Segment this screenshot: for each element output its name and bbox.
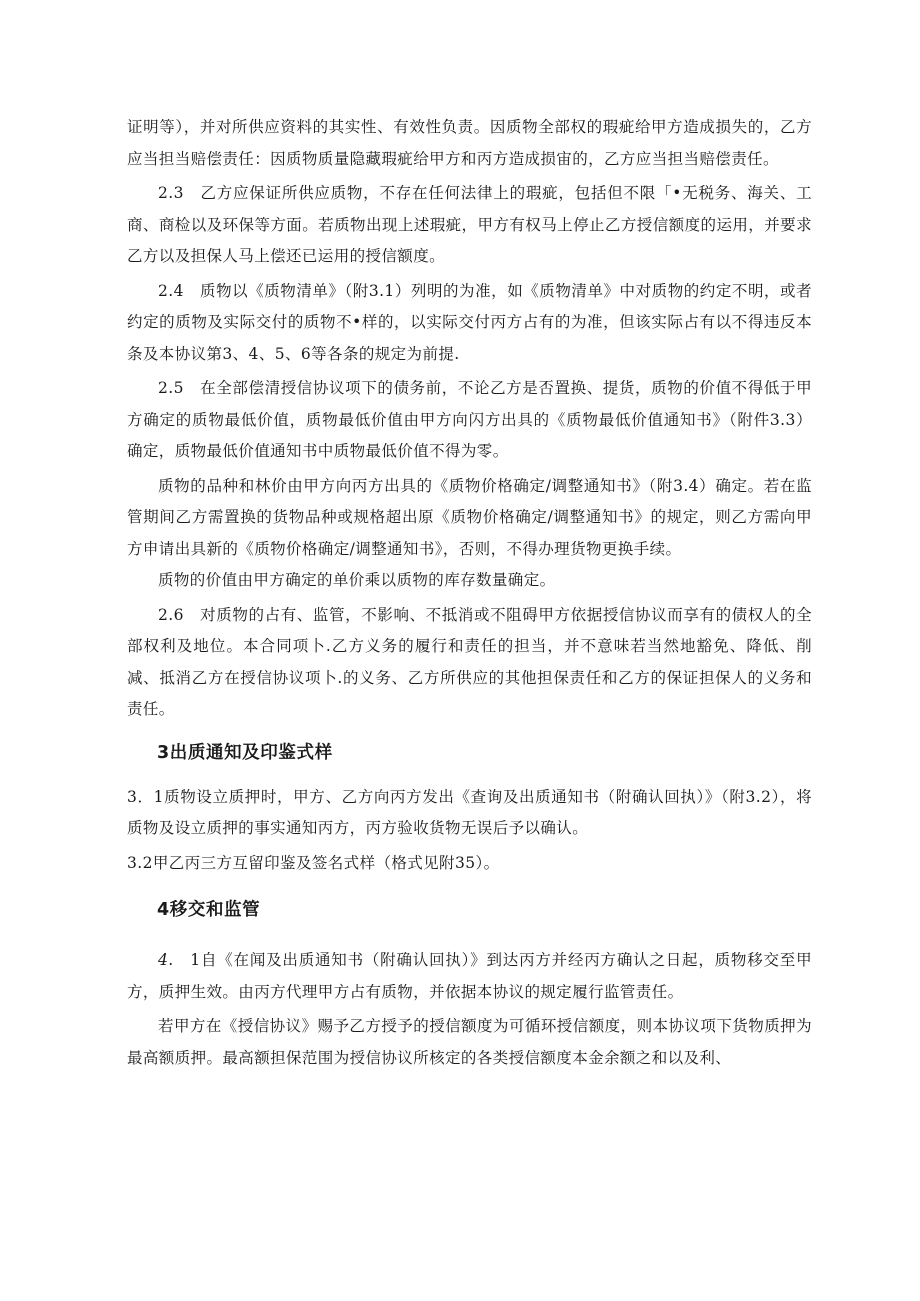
section-heading-4: 4移交和监管 [157,900,261,920]
clause-2-4: 2.4 质物以《质物清单》（附3.1）列明的为准，如《质物清单》中对质物的约定不明，或者约定的质物及实际交付的质物不•样的，以实际交付丙方占有的为准，但该实际占有以不得违反本条及本协议第3、4、5、6等各条的规定为前提. [127,281,812,363]
clause-2-6: 2.6 对质物的占有、监管，不影响、不抵消或不阻碍甲方依据授信协议而享有的债权人的全部权利及地位。本合同项卜.乙方义务的履行和责任的担当，并不意味若当然地豁免、降低、削减、抵消乙方在授信协议项卜.的义务、乙方所供应的其他担保责任和乙方的保证担保人的义务和责任。 [127,605,812,718]
clause-2-3: 2.3 乙方应保证所供应质物，不存在任何法律上的瑕疵，包括但不限「•无税务、海关、工商、商检以及环保等方面。若质物出现上述瑕疵，甲方有权马上停止乙方授信额度的运用，并要求乙方以及担保人马上偿还已运用的授信额度。 [127,184,812,265]
clause-3-1: 3．1质物设立质押时，甲方、乙方向丙方发出《查询及出质通知书（附确认回执）》（附3.2），将质物及设立质押的事实通知丙方，丙方验收货物无误后予以确认。 [127,787,812,837]
paragraph-liability: 证明等），并对所供应资料的其实性、有效性负责。因质物全部权的瑕疵给甲方造成损失的，乙方应当担当赔偿责任：因质物质量隐藏瑕疵给甲方和丙方造成损宙的，乙方应当担当赔偿责任。 [127,118,812,168]
clause-2-5-pricing: 质物的品种和林价由甲方向丙方出具的《质物价格确定/调整通知书》（附3.4）确定。若在监管期间乙方需置换的货物品种或规格超出原《质物价格确定/调整通知书》的规定，则乙方需向甲方申请出具新的《质物价格确定/调整通知书》，否则，不得办理货物更换手续。 [127,476,812,558]
section-heading-3: 3出质通知及印鉴式样 [157,742,333,763]
clause-3-2: 3.2甲乙丙三方互留印鉴及签名式样（格式见附35）。 [127,853,500,872]
clause-4-1-number: 4. [158,951,174,969]
clause-4-1-max-pledge: 若甲方在《授信协议》赐予乙方授予的授信额度为可循环授信额度，则本协议项下货物质押为最高额质押。最高额担保范围为授信协议所核定的各类授信额度本金余额之和以及利、 [127,1017,812,1067]
clause-4-1-text: 1自《在闻及出质通知书（附确认回执）》到达丙方并经丙方确认之日起，质物移交至甲方，质押生效。由丙方代理甲方占有质物，并依据本协议的规定履行监管责任。 [127,951,812,1001]
clause-2-5: 2.5 在全部偿清授信协议项下的债务前，不论乙方是否置换、提货，质物的价值不得低于甲方确定的质物最低价值，质物最低价值由甲方向闪方出具的《质物最低价值通知书》（附件3.3）确定，质物最低价值通知书中质物最低价值不得为零。 [127,379,812,460]
clause-2-5-value: 质物的价值由甲方确定的单价乘以质物的库存数量确定。 [158,571,556,589]
clause-4-1 [127,945,812,1008]
document-body [127,112,812,1074]
